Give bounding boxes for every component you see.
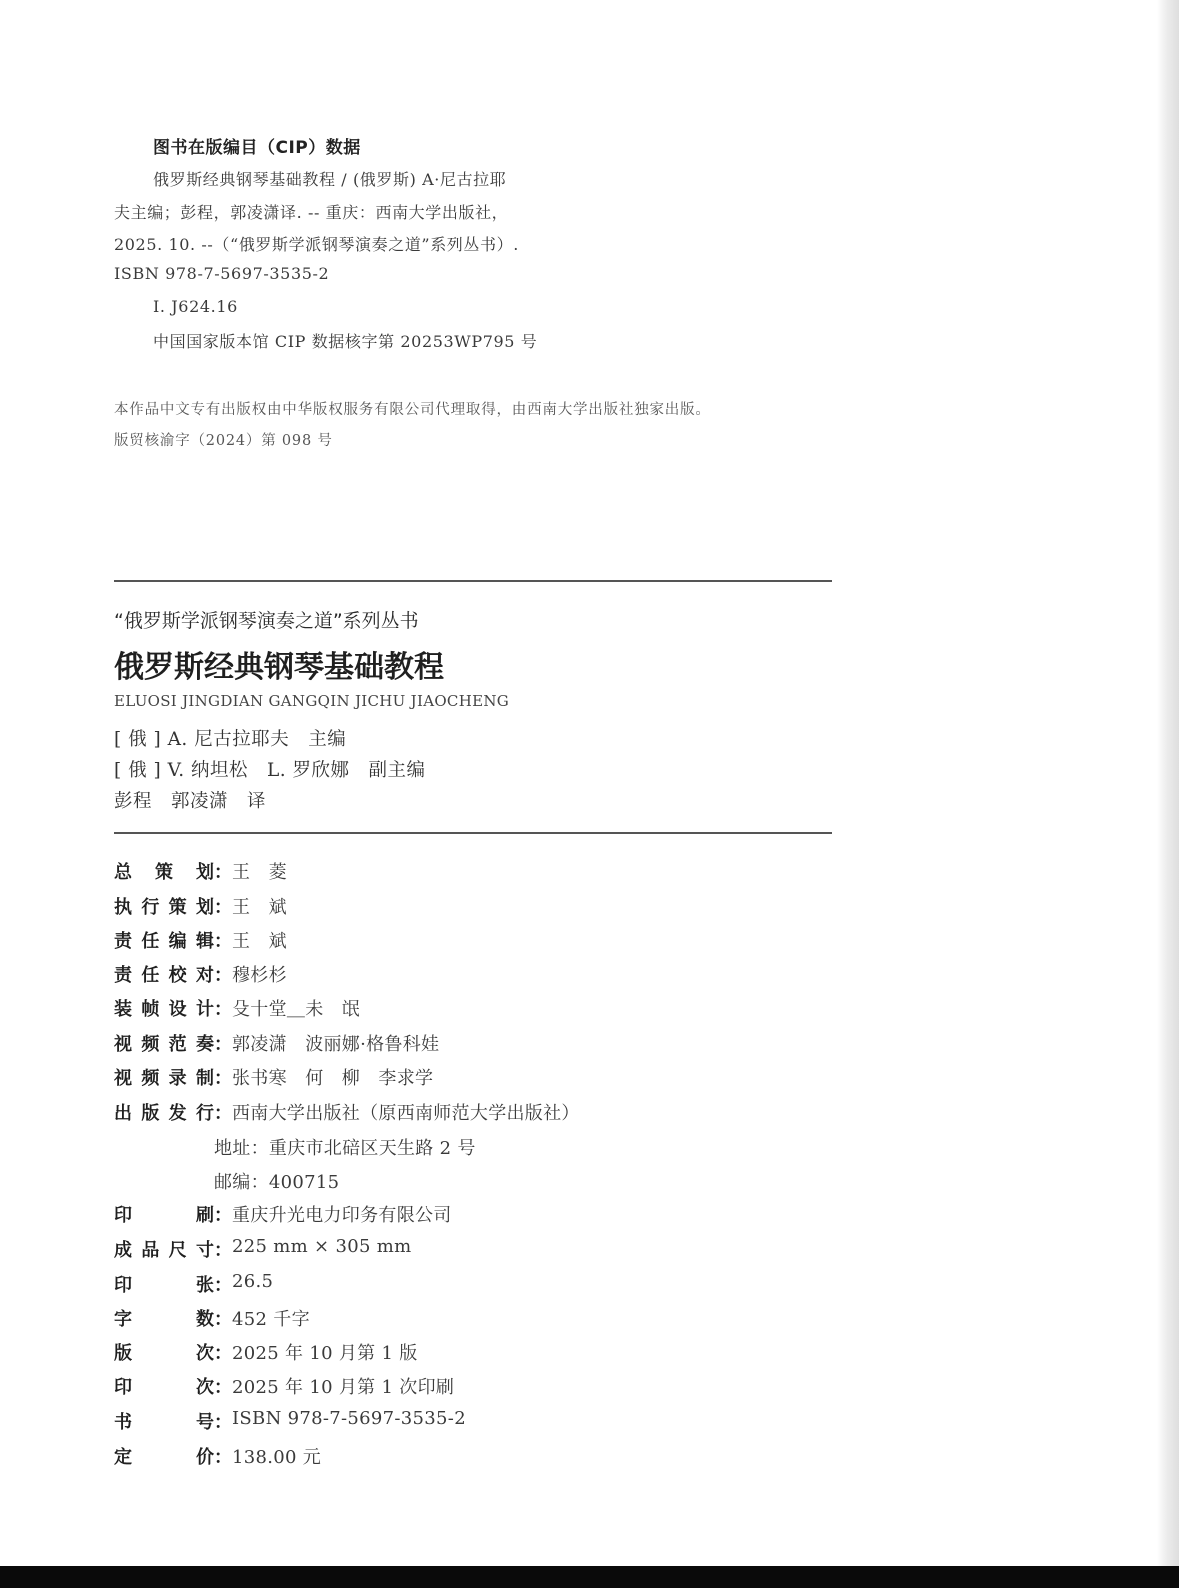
- row-label: 总策划: [114, 862, 214, 883]
- row-value: 王 菱: [232, 862, 287, 883]
- deputy-editors: [ 俄 ] V. 纳坦松 L. 罗欣娜 副主编: [114, 760, 426, 781]
- row-colon: ：: [214, 1343, 232, 1364]
- row-value: 26.5: [232, 1271, 274, 1292]
- row-colon: ：: [214, 897, 232, 918]
- row-label: 字数: [114, 1309, 214, 1330]
- chief-editor: [ 俄 ] A. 尼古拉耶夫 主编: [114, 729, 347, 750]
- book-title: 俄罗斯经典钢琴基础教程: [114, 650, 444, 685]
- cip-line-3: 2025. 10. --（“俄罗斯学派钢琴演奏之道”系列丛书）.: [114, 235, 519, 254]
- cip-line-1: 俄罗斯经典钢琴基础教程 / (俄罗斯) A·尼古拉耶: [153, 170, 507, 189]
- row-label: 定价: [114, 1447, 214, 1468]
- copyright-notice: 本作品中文专有出版权由中华版权服务有限公司代理取得，由西南大学出版社独家出版。: [114, 402, 711, 418]
- row-colon: ：: [214, 1205, 232, 1226]
- translators: 彭程 郭凌潇 译: [114, 791, 267, 812]
- row-colon: ：: [214, 1240, 232, 1261]
- row-value: 殳十堂＿未 氓: [232, 999, 361, 1020]
- row-value: 2025 年 10 月第 1 版: [232, 1343, 418, 1364]
- colophon-row: [114, 893, 287, 919]
- row-value: 王 斌: [232, 931, 287, 952]
- row-colon: ：: [214, 931, 232, 952]
- row-label: 版次: [114, 1343, 214, 1364]
- row-colon: ：: [214, 1275, 232, 1296]
- publisher-postcode: 邮编：400715: [214, 1172, 340, 1193]
- row-colon: ：: [214, 1412, 232, 1433]
- row-label: 印张: [114, 1275, 214, 1296]
- series-name: “俄罗斯学派钢琴演奏之道”系列丛书: [114, 610, 419, 632]
- colophon-row: [114, 927, 287, 953]
- divider-top: [114, 580, 832, 582]
- row-value: 138.00 元: [232, 1447, 322, 1468]
- row-label: 书号: [114, 1412, 214, 1433]
- colophon-row: [114, 1443, 321, 1469]
- row-value: ISBN 978-7-5697-3535-2: [232, 1408, 466, 1429]
- row-label: 视频范奏: [114, 1034, 214, 1055]
- cip-verification: 中国国家版本馆 CIP 数据核字第 20253WP795 号: [153, 332, 538, 351]
- row-value: 重庆升光电力印务有限公司: [232, 1205, 452, 1226]
- row-label: 责任编辑: [114, 931, 214, 952]
- colophon-row: [114, 1064, 433, 1090]
- divider-bottom: [114, 832, 832, 834]
- cip-class-number: Ⅰ. J624.16: [153, 297, 238, 316]
- colophon-row: [114, 1099, 580, 1125]
- colophon-row: [114, 1236, 411, 1262]
- colophon-row: [114, 1030, 439, 1056]
- row-value: 西南大学出版社（原西南师范大学出版社）: [232, 1103, 580, 1124]
- row-label: 装帧设计: [114, 999, 214, 1020]
- row-value: 452 千字: [232, 1309, 310, 1330]
- colophon-row: [114, 995, 360, 1021]
- colophon-row: [114, 1201, 452, 1227]
- row-colon: ：: [214, 1034, 232, 1055]
- contract-number: 版贸核渝字（2024）第 098 号: [114, 433, 333, 449]
- row-colon: ：: [214, 1377, 232, 1398]
- row-colon: ：: [214, 1447, 232, 1468]
- cip-line-2: 夫主编；彭程，郭凌潇译. -- 重庆：西南大学出版社，: [114, 203, 509, 222]
- row-label: 执行策划: [114, 897, 214, 918]
- colophon-row: [114, 1305, 310, 1331]
- row-colon: ：: [214, 965, 232, 986]
- row-label: 印次: [114, 1377, 214, 1398]
- publisher-address: 地址：重庆市北碚区天生路 2 号: [214, 1138, 476, 1159]
- row-colon: ：: [214, 999, 232, 1020]
- bottom-border-bar: [0, 1566, 1179, 1588]
- colophon-row: [114, 961, 287, 987]
- colophon-row: [114, 1408, 466, 1434]
- row-value: 2025 年 10 月第 1 次印刷: [232, 1377, 455, 1398]
- row-value: 郭凌潇 波丽娜·格鲁科娃: [232, 1034, 440, 1055]
- row-label: 印刷: [114, 1205, 214, 1226]
- row-value: 王 斌: [232, 897, 287, 918]
- row-label: 成品尺寸: [114, 1240, 214, 1261]
- colophon-row: [114, 1373, 454, 1399]
- colophon-row: [114, 1339, 418, 1365]
- row-label: 出版发行: [114, 1103, 214, 1124]
- row-value: 225 mm × 305 mm: [232, 1236, 412, 1257]
- colophon-row: [114, 1271, 273, 1297]
- row-label: 责任校对: [114, 965, 214, 986]
- colophon-row: [114, 858, 287, 884]
- row-colon: ：: [214, 1103, 232, 1124]
- page-edge-shadow: [1157, 0, 1179, 1588]
- cip-title: 图书在版编目（CIP）数据: [153, 138, 361, 158]
- book-title-pinyin: ELUOSI JINGDIAN GANGQIN JICHU JIAOCHENG: [114, 692, 510, 710]
- row-colon: ：: [214, 1309, 232, 1330]
- row-label: 视频录制: [114, 1068, 214, 1089]
- row-colon: ：: [214, 1068, 232, 1089]
- row-colon: ：: [214, 862, 232, 883]
- row-value: 穆杉杉: [232, 965, 287, 986]
- cip-isbn: ISBN 978-7-5697-3535-2: [114, 264, 330, 283]
- row-value: 张书寒 何 柳 李求学: [232, 1068, 434, 1089]
